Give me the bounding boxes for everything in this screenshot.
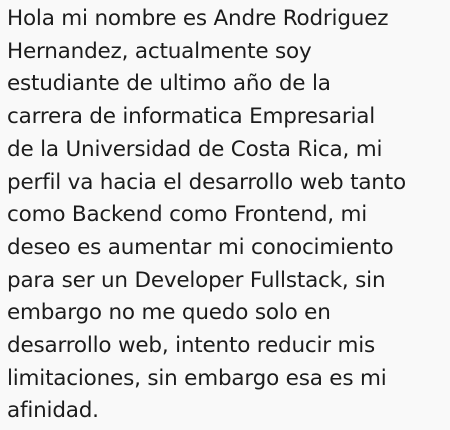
bio-line: estudiante de ultimo año de la <box>7 71 331 97</box>
bio-line: limitaciones, sin embargo esa es mi <box>7 365 387 391</box>
bio-line: afinidad. <box>7 398 99 424</box>
bio-line: carrera de informatica Empresarial <box>7 104 376 130</box>
bio-line: para ser un Developer Fullstack, sin <box>7 267 386 293</box>
bio-line: embargo no me quedo solo en <box>7 300 331 326</box>
bio-line: perfil va hacia el desarrollo web tanto <box>7 169 406 195</box>
bio-line: Hola mi nombre es Andre Rodriguez <box>7 6 389 31</box>
bio-line: como Backend como Frontend, mi <box>7 202 368 228</box>
bio-line: de la Universidad de Costa Rica, mi <box>7 136 383 162</box>
bio-line: deseo es aumentar mi conocimiento <box>7 234 394 260</box>
bio-line: desarrollo web, intento reducir mis <box>7 333 376 359</box>
bio-line: Hernandez, actualmente soy <box>7 38 312 64</box>
bio-paragraph <box>7 3 447 428</box>
